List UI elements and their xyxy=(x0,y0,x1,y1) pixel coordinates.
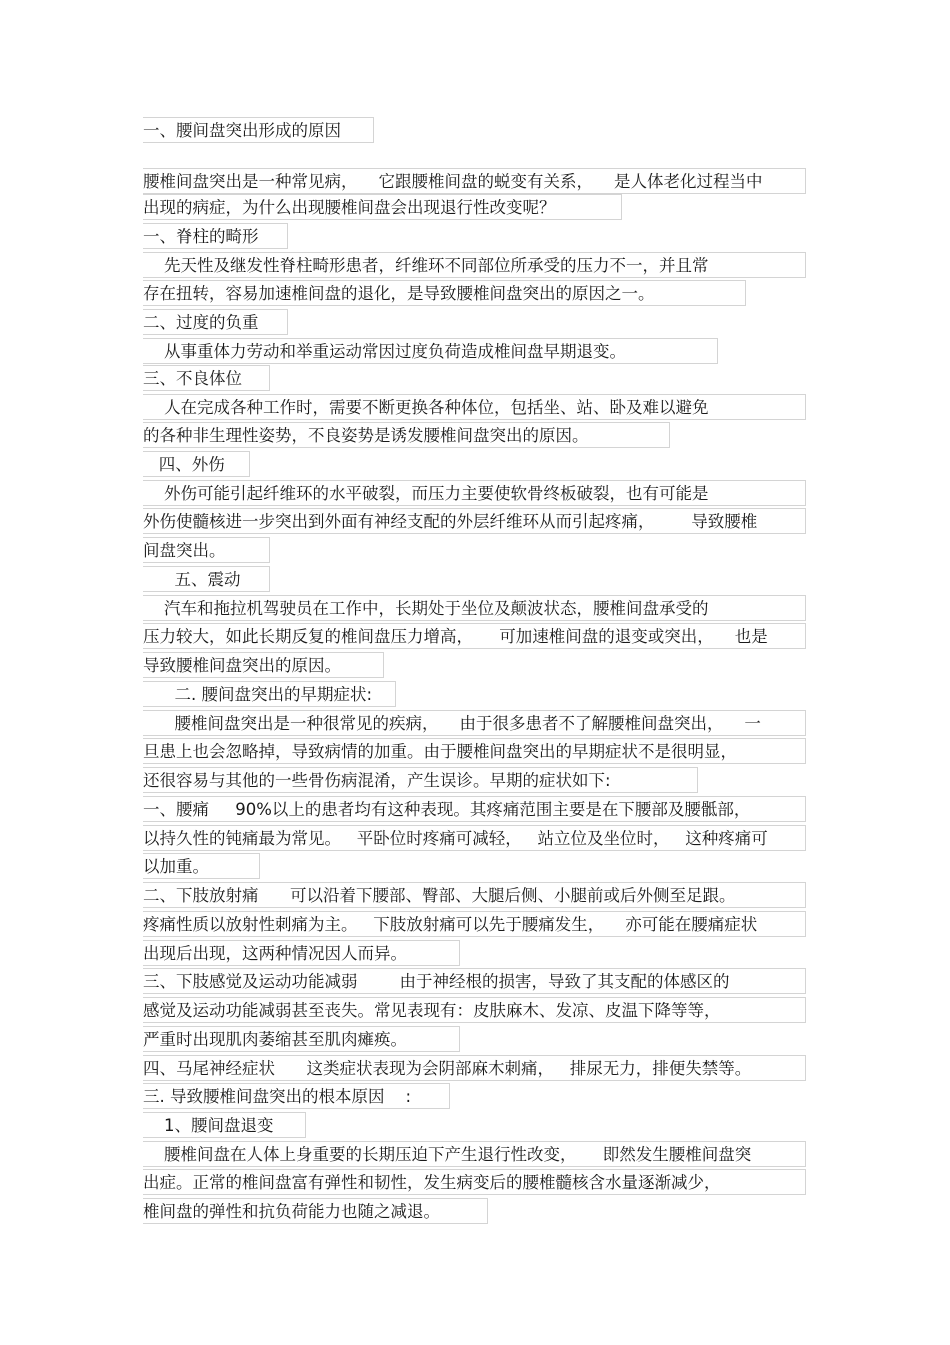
section-heading: 二. 腰间盘突出的早期症状: xyxy=(143,681,396,707)
paragraph-line: 出现后出现，这两种情况因人而异。 xyxy=(143,940,460,966)
subsection-heading: 三、不良体位 xyxy=(143,365,270,391)
paragraph-line: 压力较大，如此长期反复的椎间盘压力增高， 可加速椎间盘的退变或突出， 也是 xyxy=(143,623,806,649)
paragraph-line: 疼痛性质以放射性刺痛为主。 下肢放射痛可以先于腰痛发生， 亦可能在腰痛症状 xyxy=(143,911,806,937)
paragraph-line: 的各种非生理性姿势，不良姿势是诱发腰椎间盘突出的原因。 xyxy=(143,422,670,448)
subsection-heading: 四、外伤 xyxy=(143,451,250,477)
paragraph-line: 出症。正常的椎间盘富有弹性和韧性，发生病变后的腰椎髓核含水量逐渐减少， xyxy=(143,1169,806,1195)
paragraph-line: 二、下肢放射痛 可以沿着下腰部、臀部、大腿后侧、小腿前或后外侧至足跟。 xyxy=(143,882,806,908)
paragraph-line: 椎间盘的弹性和抗负荷能力也随之减退。 xyxy=(143,1198,488,1224)
section-heading: 一、腰间盘突出形成的原因 xyxy=(143,117,374,143)
paragraph-line: 以持久性的钝痛最为常见。 平卧位时疼痛可减轻， 站立位及坐位时， 这种疼痛可 xyxy=(143,825,806,851)
paragraph-line: 外伤使髓核进一步突出到外面有神经支配的外层纤维环从而引起疼痛， 导致腰椎 xyxy=(143,508,806,534)
paragraph-line: 三、下肢感觉及运动功能减弱 由于神经根的损害，导致了其支配的体感区的 xyxy=(143,968,806,994)
subsection-heading: 一、脊柱的畸形 xyxy=(143,223,288,249)
paragraph-line: 旦患上也会忽略掉，导致病情的加重。由于腰椎间盘突出的早期症状不是很明显， xyxy=(143,738,806,764)
paragraph-line: 外伤可能引起纤维环的水平破裂，而压力主要使软骨终板破裂，也有可能是 xyxy=(143,480,806,506)
paragraph-line: 汽车和拖拉机驾驶员在工作中，长期处于坐位及颠波状态，腰椎间盘承受的 xyxy=(143,595,806,621)
paragraph-line: 还很容易与其他的一些骨伤病混淆，产生误诊。早期的症状如下: xyxy=(143,767,698,793)
paragraph-line: 腰椎间盘在人体上身重要的长期压迫下产生退行性改变， 即然发生腰椎间盘突 xyxy=(143,1141,806,1167)
paragraph-line: 先天性及继发性脊柱畸形患者，纤维环不同部位所承受的压力不一，并且常 xyxy=(143,252,806,278)
paragraph-line: 导致腰椎间盘突出的原因。 xyxy=(143,652,384,678)
paragraph-line: 以加重。 xyxy=(143,853,260,879)
paragraph-line: 间盘突出。 xyxy=(143,537,270,563)
paragraph-line: 从事重体力劳动和举重运动常因过度负荷造成椎间盘早期退变。 xyxy=(143,338,718,364)
paragraph-line: 感觉及运动功能减弱甚至丧失。常见表现有：皮肤麻木、发凉、皮温下降等等， xyxy=(143,997,806,1023)
section-heading: 三. 导致腰椎间盘突出的根本原因 : xyxy=(143,1083,450,1109)
paragraph-line: 一、腰痛 90%以上的患者均有这种表现。其疼痛范围主要是在下腰部及腰骶部， xyxy=(143,796,806,822)
paragraph-line: 腰椎间盘突出是一种很常见的疾病， 由于很多患者不了解腰椎间盘突出， 一 xyxy=(143,710,806,736)
paragraph-line: 腰椎间盘突出是一种常见病， 它跟腰椎间盘的蜕变有关系， 是人体老化过程当中 xyxy=(143,168,806,194)
paragraph-line: 四、马尾神经症状 这类症状表现为会阴部麻木刺痛， 排尿无力，排便失禁等。 xyxy=(143,1055,806,1081)
paragraph-line: 人在完成各种工作时，需要不断更换各种体位，包括坐、站、卧及难以避免 xyxy=(143,394,806,420)
subsection-heading: 五、震动 xyxy=(143,566,270,592)
subsection-heading: 1、腰间盘退变 xyxy=(143,1112,306,1138)
paragraph-line: 严重时出现肌肉萎缩甚至肌肉瘫痪。 xyxy=(143,1026,460,1052)
paragraph-line: 存在扭转，容易加速椎间盘的退化，是导致腰椎间盘突出的原因之一。 xyxy=(143,280,746,306)
paragraph-line: 出现的病症，为什么出现腰椎间盘会出现退行性改变呢？ xyxy=(143,194,622,220)
subsection-heading: 二、过度的负重 xyxy=(143,309,288,335)
